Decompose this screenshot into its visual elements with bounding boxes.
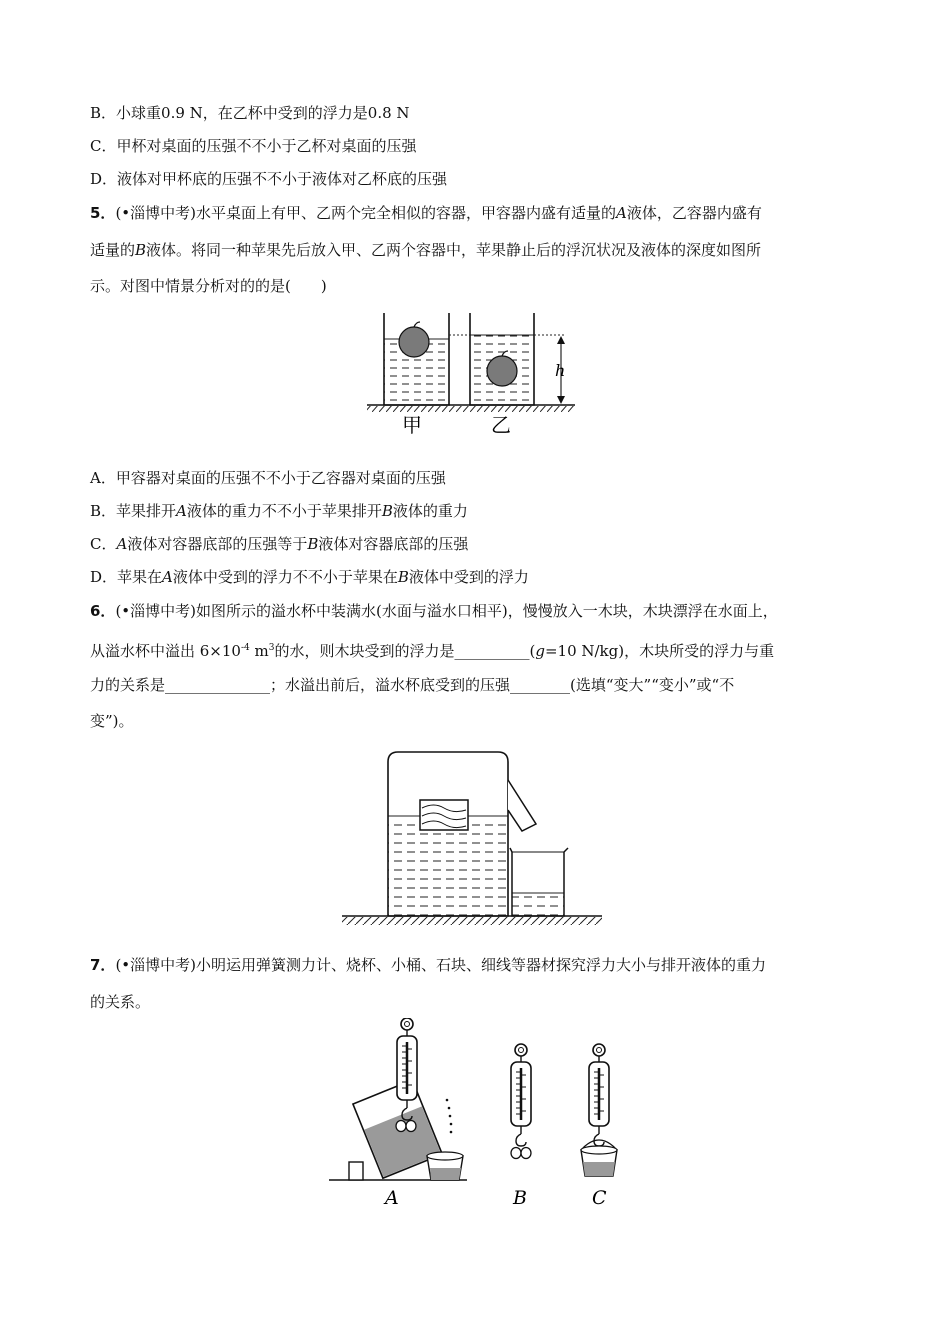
q6-line4: 变”)。 — [90, 712, 134, 730]
q4-option-d: D．液体对甲杯底的压强不不小于液体对乙杯底的压强 — [90, 170, 448, 188]
label-h: h — [555, 361, 566, 380]
var-b: B — [381, 502, 393, 520]
q5-source: (•淄博中考) — [115, 204, 196, 222]
q7-number: 7． — [90, 956, 116, 974]
q5-opt-text: B．苹果排开 — [90, 502, 177, 520]
var-b: B — [397, 568, 409, 586]
q7-source: (•淄博中考) — [115, 956, 196, 974]
q5-opt-text: 液体对容器底部的压强等于 — [127, 535, 308, 553]
q5-number: 5． — [90, 204, 116, 222]
q5-option-c — [90, 534, 468, 554]
label-yi: 乙 — [491, 413, 511, 437]
q4-option-c: C．甲杯对桌面的压强不不小于乙杯对桌面的压强 — [90, 137, 417, 155]
q6-text: m — [249, 642, 269, 660]
q5-opt-text: D．苹果在 — [90, 568, 163, 586]
q5-figure — [365, 308, 585, 440]
q5-text: 液体。将同一种苹果先后放入甲、乙两个容器中，苹果静止后的浮沉状况及液体的深度如图所 — [146, 241, 762, 259]
q5-opt-text: 液体中受到的浮力 — [408, 568, 529, 586]
q5-text: 适量的 — [90, 241, 136, 259]
q7-line2: 的关系。 — [90, 993, 151, 1011]
q6-line1 — [90, 601, 778, 621]
q6-text: 从溢水杯中溢出 6×10 — [90, 642, 241, 660]
exponent: 3 — [268, 643, 275, 653]
var-b: B — [307, 535, 319, 553]
label-jia: 甲 — [402, 413, 422, 437]
q5-opt-text: 液体的重力 — [392, 502, 468, 520]
label-b: B — [513, 1187, 527, 1209]
q5-option-a: A．甲容器对桌面的压强不不小于乙容器对桌面的压强 — [90, 469, 446, 487]
q5-text: 液体，乙容器内盛有 — [626, 204, 762, 222]
var-a: A — [162, 568, 173, 586]
q6-source: (•淄博中考) — [115, 602, 196, 620]
var-a: A — [116, 535, 128, 553]
q5-stem-line2 — [90, 240, 761, 260]
q7-line1 — [90, 955, 766, 975]
q5-opt-text: 液体对容器底部的压强 — [318, 535, 469, 553]
q5-option-b — [90, 501, 468, 521]
q5-text: 水平桌面上有甲、乙两个完全相似的容器，甲容器内盛有适量的 — [196, 204, 617, 222]
q5-opt-text: 液体的重力不不小于苹果排开 — [186, 502, 382, 520]
q6-text: 的水，则木块受到的浮力是__________( — [274, 642, 536, 660]
q5-stem-line3: 示。对图中情景分析对的的是( ) — [90, 277, 327, 295]
q7-figure-spring-scales — [325, 1018, 635, 1214]
q5-stem-line1 — [90, 203, 762, 223]
var-a: A — [616, 204, 627, 222]
label-a: A — [385, 1187, 399, 1209]
q4-option-b: B．小球重0.9 N，在乙杯中受到的浮力是0.8 N — [90, 104, 410, 122]
q7-text: 小明运用弹簧测力计、烧杯、小桶、石块、细线等器材探究浮力大小与排开液体的重力 — [196, 956, 767, 974]
q5-opt-text: 液体中受到的浮力不不小于苹果在 — [172, 568, 398, 586]
var-a: A — [176, 502, 187, 520]
var-g: g — [535, 642, 545, 660]
q6-text: 如图所示的溢水杯中装满水(水面与溢水口相平)，慢慢放入一木块，木块漂浮在水面上， — [196, 602, 778, 620]
q6-number: 6． — [90, 602, 116, 620]
var-b: B — [135, 241, 147, 259]
q6-figure-overflow-cup — [340, 748, 610, 930]
q5-option-d — [90, 567, 529, 587]
q6-line3: 力的关系是______________；水溢出前后，溢水杯底受到的压强________(选填“变大”“变小”或“不 — [90, 676, 735, 694]
q6-text: =10 N/kg)，木块所受的浮力与重 — [544, 642, 775, 660]
q6-line2 — [90, 638, 774, 661]
q5-opt-text: C． — [90, 535, 117, 553]
label-c: C — [592, 1187, 607, 1209]
exponent: -4 — [240, 643, 250, 653]
